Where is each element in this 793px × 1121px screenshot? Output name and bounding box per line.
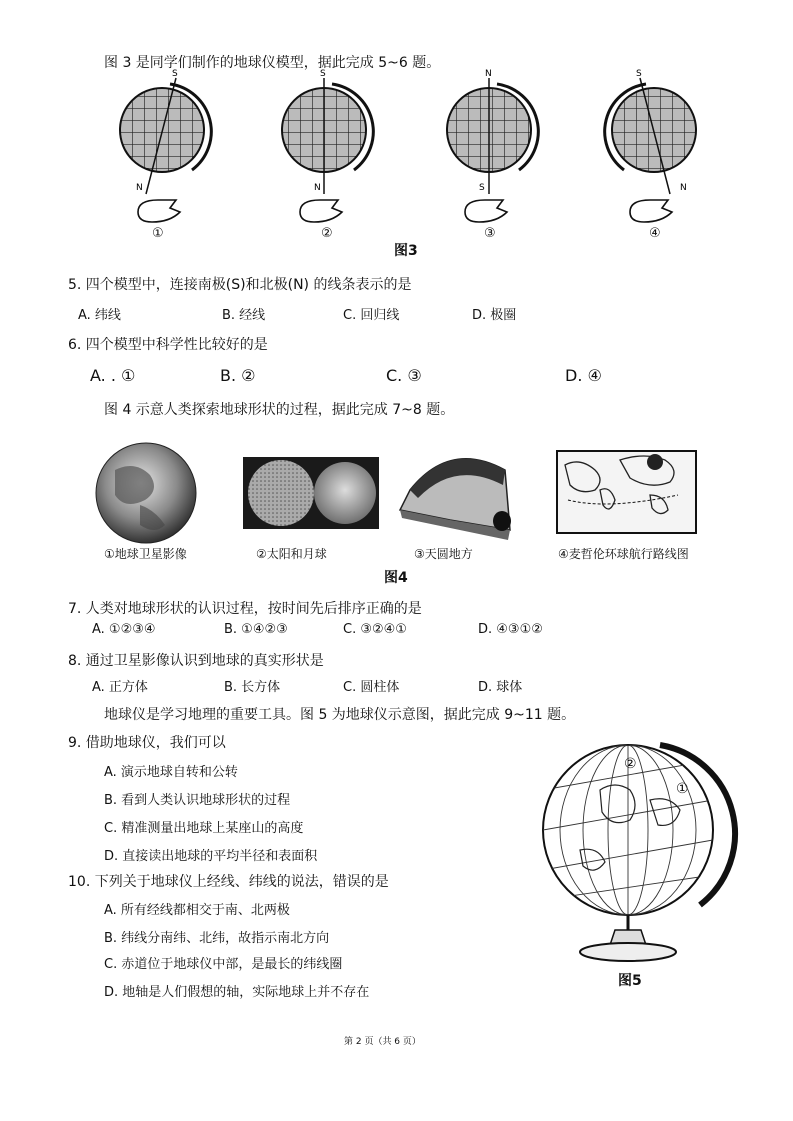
q7-option-d: D. ④③①② (478, 622, 543, 637)
fig4-item-4: ④麦哲伦环球航行路线图 (558, 547, 689, 561)
q7-option-c: C. ③②④① (343, 622, 407, 637)
q9-option-a: A. 演示地球自转和公转 (104, 765, 238, 780)
page-footer: 第 2 页（共 6 页） (344, 1037, 421, 1047)
q8-option-c: C. 圆柱体 (343, 680, 400, 695)
q6-stem: 6. 四个模型中科学性比较好的是 (68, 337, 268, 353)
q9-option-d: D. 直接读出地球的平均半径和表面积 (104, 849, 318, 864)
fig4-item-2: ②太阳和月球 (256, 547, 327, 561)
q10-stem: 10. 下列关于地球仪上经线、纬线的说法，错误的是 (68, 874, 389, 890)
fig4-item-1: ①地球卫星影像 (104, 547, 187, 561)
q8-stem: 8. 通过卫星影像认识到地球的真实形状是 (68, 653, 324, 669)
intro-fig4: 图 4 示意人类探索地球形状的过程，据此完成 7~8 题。 (104, 402, 455, 418)
q6-option-c: C. ③ (386, 366, 422, 385)
q9-option-b: B. 看到人类认识地球形状的过程 (104, 793, 291, 808)
q8-option-a: A. 正方体 (92, 680, 148, 695)
fig3-label-1: ① (152, 226, 164, 241)
q6-option-b: B. ② (220, 366, 256, 385)
fig5-marker-1: ① (676, 781, 689, 797)
q6-option-a: A. . ① (90, 366, 136, 385)
fig4-caption: 图4 (384, 570, 408, 586)
q7-stem: 7. 人类对地球形状的认识过程，按时间先后排序正确的是 (68, 601, 422, 617)
q5-stem: 5. 四个模型中，连接南极(S)和北极(N) 的线条表示的是 (68, 277, 412, 293)
q10-option-c: C. 赤道位于地球仪中部，是最长的纬线圈 (104, 957, 343, 972)
q5-option-a: A. 纬线 (78, 308, 121, 323)
pole-label-top: S (172, 69, 178, 79)
fig3-label-2: ② (321, 226, 333, 241)
pole-label-bottom: N (314, 183, 321, 193)
q10-option-b: B. 纬线分南纬、北纬，故指示南北方向 (104, 931, 330, 946)
fig5-marker-2: ② (624, 756, 637, 772)
fig5-caption: 图5 (618, 973, 642, 989)
q7-option-a: A. ①②③④ (92, 622, 156, 637)
pole-label-bottom: S (479, 183, 485, 193)
pole-label-bottom: N (136, 183, 143, 193)
q6-option-d: D. ④ (565, 366, 602, 385)
intro-fig5: 地球仪是学习地理的重要工具。图 5 为地球仪示意图，据此完成 9~11 题。 (104, 707, 576, 723)
pole-label-bottom: N (680, 183, 687, 193)
fig4-item-3: ③天圆地方 (414, 547, 473, 561)
intro-fig3: 图 3 是同学们制作的地球仪模型，据此完成 5~6 题。 (104, 55, 441, 71)
q9-option-c: C. 精准测量出地球上某座山的高度 (104, 821, 304, 836)
q8-option-d: D. 球体 (478, 680, 523, 695)
fig3-label-3: ③ (484, 226, 496, 241)
q10-option-a: A. 所有经线都相交于南、北两极 (104, 903, 290, 918)
q7-option-b: B. ①④②③ (224, 622, 288, 637)
q10-option-d: D. 地轴是人们假想的轴，实际地球上并不存在 (104, 985, 370, 1000)
pole-label-top: S (320, 69, 326, 79)
q5-option-d: D. 极圈 (472, 308, 517, 323)
q9-stem: 9. 借助地球仪，我们可以 (68, 735, 226, 751)
q8-option-b: B. 长方体 (224, 680, 281, 695)
fig3-caption: 图3 (394, 243, 418, 259)
pole-label-top: N (485, 69, 492, 79)
fig3-label-4: ④ (649, 226, 661, 241)
pole-label-top: S (636, 69, 642, 79)
q5-option-b: B. 经线 (222, 308, 266, 323)
q5-option-c: C. 回归线 (343, 308, 400, 323)
